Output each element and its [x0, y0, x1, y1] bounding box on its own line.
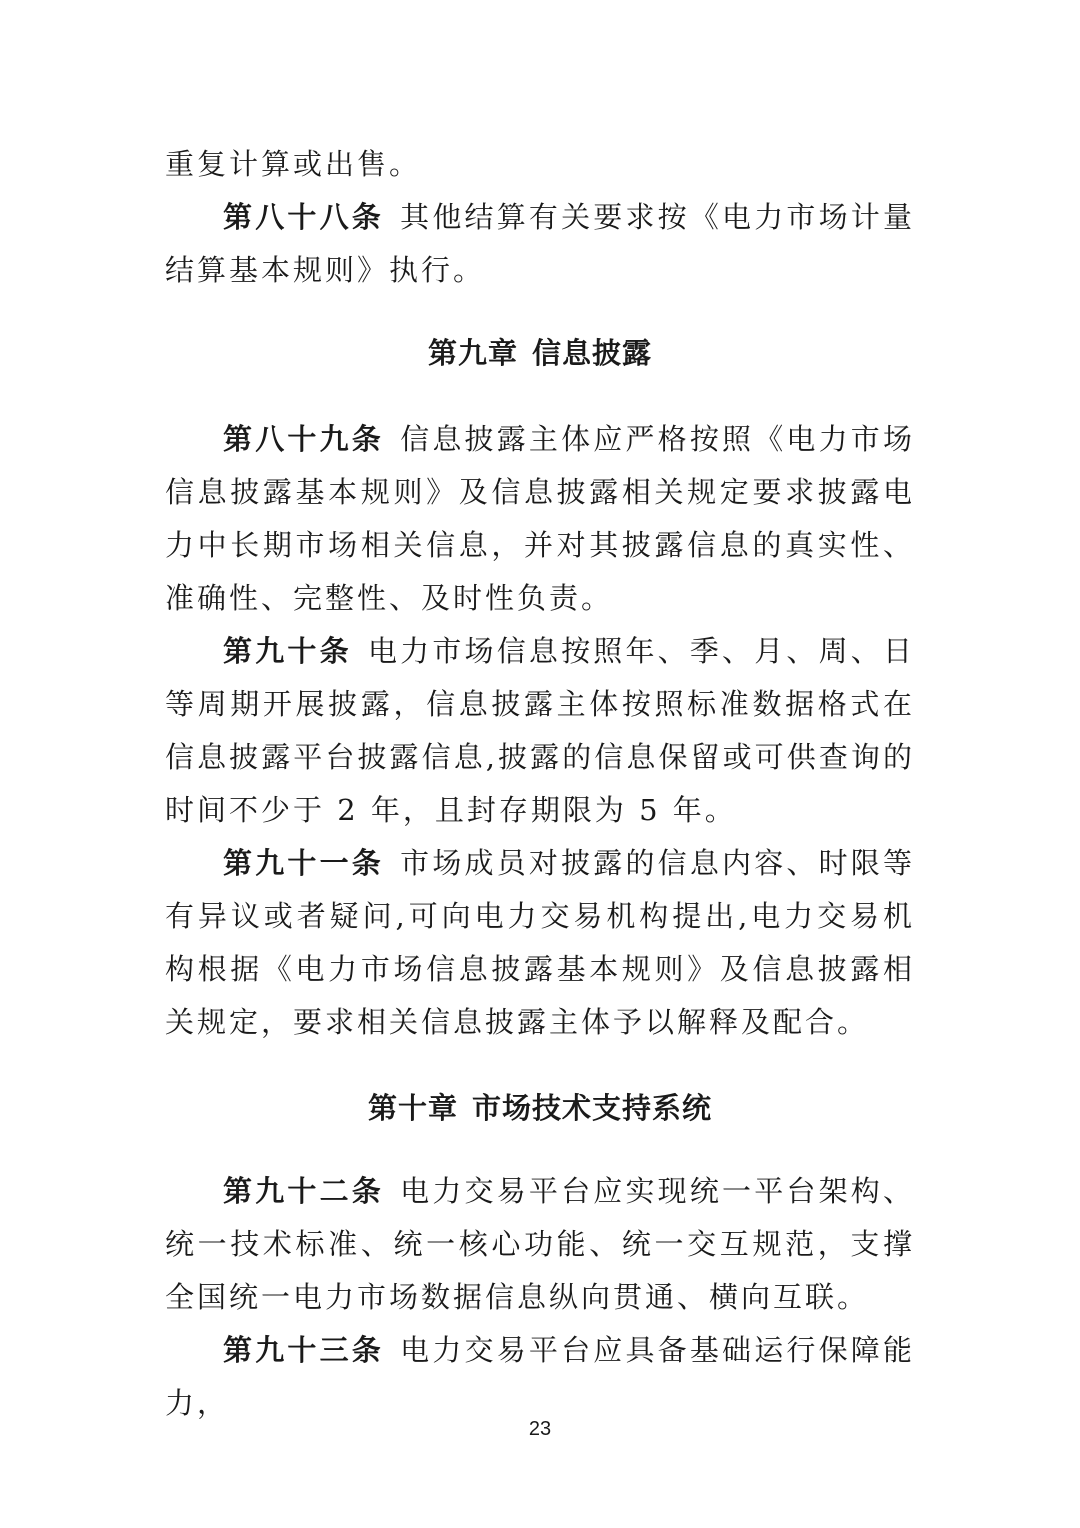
article-89: [165, 413, 915, 625]
article-91-text: 市场成员对披露的信息内容、时限等有异议或者疑问,可向电力交易机构提出,电力交易机构根据《电力市场信息披露基本规则》及信息披露相关规定，要求相关信息披露主体予以解释及配合。: [165, 846, 915, 1039]
article-88: [165, 191, 915, 297]
article-89-number: 第八十九条: [223, 422, 384, 456]
article-90: [165, 625, 915, 837]
article-89-text: 信息披露主体应严格按照《电力市场信息披露基本规则》及信息披露相关规定要求披露电力中长期市场相关信息，并对其披露信息的真实性、准确性、完整性、及时性负责。: [165, 422, 915, 615]
chapter-10-number: 第十章: [367, 1091, 458, 1125]
top-text-block: [165, 138, 915, 297]
chapter-9-heading: [165, 333, 915, 373]
article-93: [165, 1324, 915, 1430]
chapter-10-heading: [165, 1088, 915, 1128]
chapter-9-number: 第九章: [427, 336, 518, 370]
article-92-text: 电力交易平台应实现统一平台架构、统一技术标准、统一核心功能、统一交互规范，支撑全国统一电力市场数据信息纵向贯通、横向互联。: [165, 1174, 915, 1314]
article-90-number: 第九十条: [223, 634, 352, 668]
continuation-paragraph: [165, 138, 915, 191]
article-90-text: 电力市场信息按照年、季、月、周、日等周期开展披露，信息披露主体按照标准数据格式在信息披露平台披露信息,披露的信息保留或可供查询的时间不少于 2 年，且封存期限为 5 年。: [165, 634, 915, 827]
continuation-text: 重复计算或出售。: [165, 147, 422, 181]
article-88-number: 第八十八条: [223, 200, 384, 234]
article-92-number: 第九十二条: [223, 1174, 384, 1208]
article-92: [165, 1165, 915, 1324]
article-88-text: 其他结算有关要求按《电力市场计量结算基本规则》执行。: [165, 200, 915, 287]
article-93-text: 电力交易平台应具备基础运行保障能力，: [165, 1333, 915, 1420]
chapter-9-title: 信息披露: [532, 336, 653, 370]
page-number: 23: [528, 1418, 552, 1440]
article-93-number: 第九十三条: [223, 1333, 384, 1367]
article-91: [165, 837, 915, 1049]
article-91-number: 第九十一条: [223, 846, 384, 880]
chapter-10-body: [165, 1165, 915, 1430]
chapter-9-body: [165, 413, 915, 1049]
chapter-10-title: 市场技术支持系统: [472, 1091, 713, 1125]
